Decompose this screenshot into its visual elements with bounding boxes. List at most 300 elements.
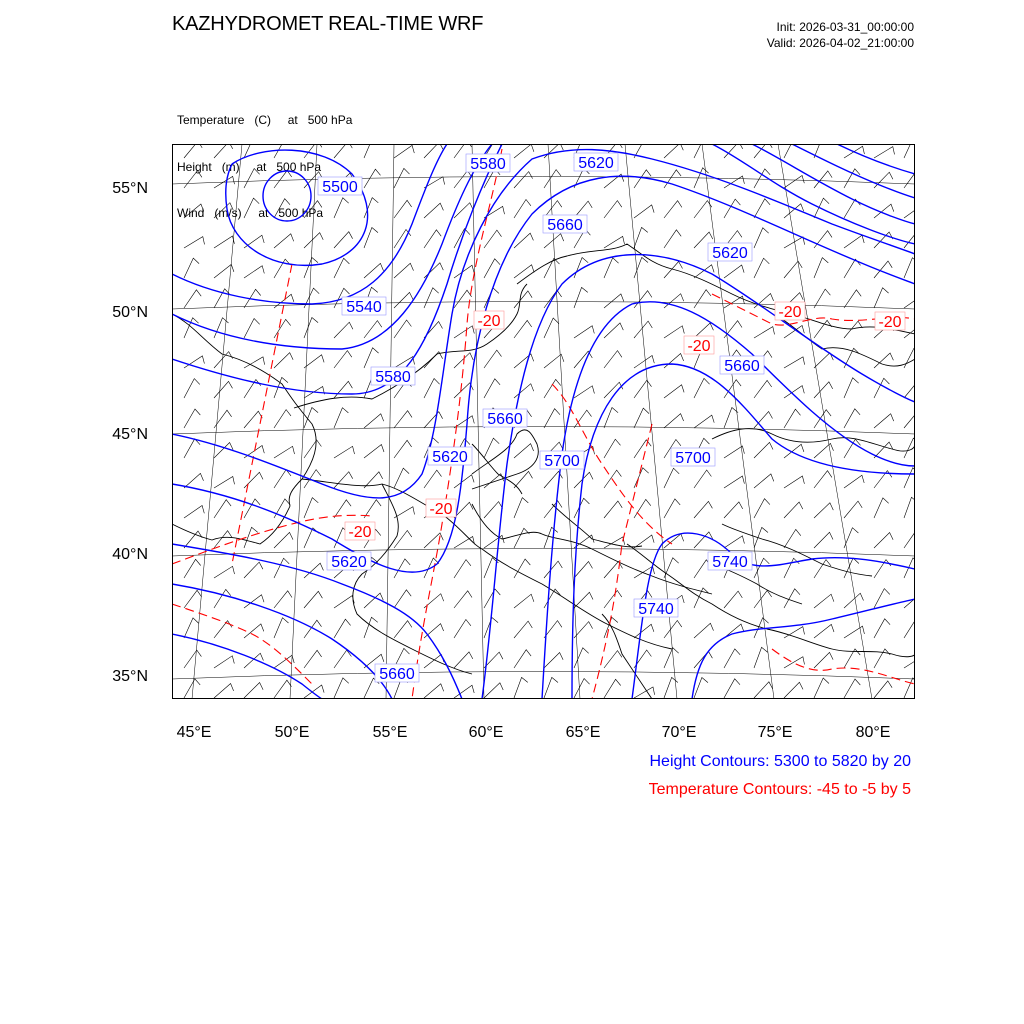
- wind-barb: [784, 476, 804, 488]
- wind-barb: [544, 653, 563, 669]
- wind-barb: [874, 619, 890, 638]
- wind-barb: [664, 354, 684, 369]
- wind-barb: [214, 656, 234, 668]
- wind-barb: [514, 559, 530, 578]
- wind-barb: [244, 319, 260, 339]
- wind-barb: [634, 687, 655, 698]
- lat-label-40: 40°N: [112, 546, 148, 563]
- wind-barb: [544, 170, 561, 188]
- wind-barb: [844, 378, 859, 398]
- height-label-5580-west: 5580: [375, 369, 411, 386]
- wind-barb: [604, 408, 618, 429]
- weather-map: [172, 144, 915, 699]
- wind-barb: [634, 535, 654, 548]
- wind-barb: [424, 684, 444, 698]
- wind-barb: [394, 468, 409, 488]
- wind-barb: [874, 172, 893, 188]
- wind-barb: [214, 203, 233, 218]
- wind-barb: [574, 498, 589, 518]
- wind-barb: [634, 624, 654, 638]
- wind-barb: [814, 678, 829, 698]
- wind-barb: [244, 169, 260, 189]
- wind-barb: [724, 408, 738, 429]
- wind-barb: [724, 679, 740, 698]
- wind-barb: [394, 263, 414, 278]
- height-label-5700-east: 5700: [675, 450, 711, 467]
- wind-barb: [274, 353, 293, 368]
- height-label-5620-central: 5620: [432, 449, 468, 466]
- wind-barb: [184, 506, 204, 519]
- wind-barb: [874, 147, 895, 158]
- height-label-5700-central: 5700: [544, 453, 580, 470]
- wind-barb: [904, 530, 915, 548]
- wind-barb: [214, 236, 234, 248]
- wind-barb: [394, 590, 411, 608]
- temperature-labels: [345, 302, 905, 541]
- wind-barb: [664, 170, 681, 188]
- wind-barb: [544, 589, 560, 608]
- height-label-5660-central: 5660: [487, 411, 523, 428]
- wind-barb: [334, 322, 353, 338]
- wind-barb: [214, 477, 235, 489]
- wind-barb: [274, 499, 290, 518]
- wind-barb: [694, 378, 710, 398]
- wind-barb: [184, 290, 201, 308]
- wind-barb: [184, 237, 205, 248]
- wind-barb: [514, 144, 534, 158]
- wind-barb: [364, 414, 384, 428]
- wind-barb: [634, 408, 649, 428]
- wind-barb: [904, 231, 915, 248]
- wind-barb: [544, 318, 559, 338]
- wind-barb: [364, 348, 379, 368]
- wind-barb: [844, 235, 864, 248]
- wind-barb: [844, 321, 862, 338]
- wind-barb: [274, 234, 294, 248]
- wind-barb: [244, 562, 263, 578]
- wind-barb: [544, 561, 562, 578]
- wind-barb: [274, 558, 289, 578]
- wind-barb: [424, 624, 444, 638]
- wind-barb: [214, 566, 235, 578]
- wind-barb: [424, 203, 443, 218]
- wind-barb: [484, 379, 500, 398]
- wind-barb: [304, 233, 323, 248]
- temp-label-northeast: -20: [778, 304, 802, 321]
- wind-barb: [214, 500, 231, 518]
- wind-barb: [604, 617, 618, 638]
- wind-barb: [814, 652, 833, 668]
- wind-barb: [694, 415, 714, 428]
- wind-barb: [514, 528, 530, 548]
- temperature-legend: Temperature Contours: -45 to -5 by 5: [648, 781, 911, 798]
- wind-barb: [574, 648, 589, 668]
- wind-barb: [604, 294, 624, 308]
- wind-barb: [604, 651, 622, 668]
- wind-barb: [454, 326, 474, 338]
- wind-barb: [694, 201, 712, 218]
- temp-label-southwest: -20: [348, 524, 372, 541]
- wind-barb: [184, 559, 201, 578]
- wind-barb: [334, 258, 349, 278]
- wind-barb: [754, 294, 774, 309]
- wind-barb: [484, 438, 499, 458]
- wind-barb: [754, 228, 769, 248]
- wind-barb: [754, 412, 773, 429]
- wind-barb: [844, 475, 864, 488]
- wind-barb: [394, 531, 412, 549]
- lon-label-50: 50°E: [274, 724, 310, 741]
- temp-label-central: -20: [429, 501, 453, 518]
- wind-barb: [904, 296, 915, 309]
- wind-barb: [904, 205, 915, 218]
- map-title: KAZHYDROMET REAL-TIME WRF: [172, 13, 484, 35]
- wind-barb: [244, 653, 263, 668]
- wind-barb: [574, 287, 588, 308]
- wind-barb: [244, 472, 263, 488]
- wind-barb: [514, 320, 532, 338]
- wind-barb: [694, 470, 711, 488]
- wind-barb: [754, 527, 768, 548]
- wind-barb: [874, 414, 894, 428]
- wind-barb: [694, 623, 714, 638]
- wind-barb: [454, 652, 473, 668]
- wind-barb: [244, 144, 259, 158]
- height-label-5500: 5500: [322, 179, 358, 196]
- wind-barb: [754, 647, 768, 668]
- wind-barb: [454, 475, 474, 488]
- wind-barb: [724, 265, 744, 278]
- wind-barb: [394, 200, 412, 218]
- wind-barb: [214, 531, 232, 548]
- wind-barb: [874, 288, 889, 308]
- wind-barb: [394, 559, 410, 578]
- wind-barb: [214, 144, 233, 158]
- wind-barb: [664, 144, 683, 158]
- wind-barb: [844, 169, 860, 188]
- wind-barb: [334, 472, 353, 488]
- wind-barb: [184, 409, 200, 428]
- wind-barb: [574, 562, 593, 579]
- wind-barb: [304, 498, 318, 518]
- wind-barb: [604, 258, 619, 278]
- wind-barb: [514, 621, 532, 638]
- lat-label-45: 45°N: [112, 426, 148, 443]
- valid-time: Valid: 2026-04-02_21:00:00: [766, 36, 914, 50]
- wind-barb: [904, 324, 915, 338]
- wind-barb: [604, 679, 621, 698]
- wind-barb: [274, 319, 291, 338]
- wind-barb: [604, 201, 622, 218]
- wind-barb: [634, 440, 651, 458]
- wind-barb: [874, 681, 892, 698]
- lat-label-35: 35°N: [112, 668, 148, 685]
- wind-barb: [244, 499, 260, 518]
- wind-barb: [334, 619, 351, 638]
- wind-barb: [214, 381, 233, 398]
- wind-barb: [304, 144, 322, 158]
- wind-barb: [844, 348, 859, 368]
- wind-barb: [634, 205, 654, 218]
- wind-barb: [244, 266, 264, 278]
- wind-barb: [244, 198, 259, 218]
- wind-barb: [574, 386, 594, 398]
- wind-barb: [514, 594, 534, 608]
- wind-barb: [724, 476, 744, 488]
- wind-barb: [664, 558, 679, 578]
- wind-barb: [484, 230, 502, 248]
- wind-barb: [844, 593, 864, 608]
- wind-barb: [514, 354, 534, 368]
- wind-barb: [274, 470, 291, 488]
- wind-barb: [724, 199, 740, 218]
- wind-barb: [184, 473, 204, 488]
- wind-barb: [364, 228, 378, 249]
- wind-barb: [904, 497, 915, 518]
- wind-barb: [514, 265, 534, 278]
- wind-barb: [754, 590, 772, 608]
- wind-barb: [754, 199, 770, 218]
- wind-barb: [304, 440, 321, 458]
- init-time: Init: 2026-03-31_00:00:00: [776, 20, 914, 34]
- height-label-5620-southwest: 5620: [331, 554, 367, 571]
- wind-barb: [814, 258, 828, 278]
- wind-barb: [574, 258, 588, 279]
- wind-barb: [664, 385, 684, 398]
- wind-barb: [244, 411, 262, 428]
- wind-barb: [754, 327, 775, 338]
- wind-barb: [274, 199, 290, 218]
- wind-barb: [904, 468, 915, 488]
- lat-label-55: 55°N: [112, 180, 148, 197]
- height-label-5580-north: 5580: [470, 156, 506, 173]
- wind-barb: [664, 499, 680, 518]
- wind-barb: [334, 144, 352, 158]
- wind-barb: [904, 144, 915, 158]
- run-times: [767, 19, 914, 51]
- wind-barb: [514, 444, 534, 458]
- wind-barb: [364, 445, 384, 459]
- wind-barb: [334, 596, 354, 608]
- wind-barb: [184, 379, 200, 398]
- wind-barb: [304, 591, 322, 608]
- wind-barb: [274, 680, 292, 698]
- wind-barb: [184, 144, 202, 158]
- wind-barb: [454, 560, 471, 578]
- wind-barb: [424, 470, 442, 488]
- wind-barb: [724, 502, 743, 518]
- wind-barb: [214, 684, 234, 699]
- wind-barb: [394, 621, 412, 638]
- wind-barb: [754, 258, 769, 278]
- wind-barb: [394, 145, 414, 158]
- wind-barb: [514, 200, 531, 219]
- wind-barb: [244, 624, 264, 638]
- wind-barb: [664, 326, 684, 338]
- wind-barb: [904, 411, 915, 428]
- wind-barb: [394, 357, 415, 368]
- height-label-5620-north: 5620: [578, 155, 614, 172]
- height-label-5660-east: 5660: [724, 358, 760, 375]
- wind-barb: [664, 230, 681, 248]
- wind-barb: [394, 411, 412, 428]
- wind-barb: [484, 683, 503, 698]
- wind-barb: [844, 558, 859, 578]
- wind-barb: [424, 352, 443, 368]
- wind-barb: [814, 532, 833, 548]
- wind-barb: [604, 439, 621, 458]
- wind-barb: [304, 650, 322, 668]
- wind-barb: [634, 499, 651, 518]
- wind-barb: [484, 502, 503, 518]
- wind-barb: [664, 648, 679, 668]
- wind-barb: [694, 290, 711, 308]
- height-labels: [318, 153, 764, 683]
- wind-barb: [784, 529, 801, 548]
- wind-barb: [634, 380, 652, 398]
- wind-barb: [904, 619, 915, 638]
- wind-barb: [664, 621, 682, 639]
- wind-barb: [334, 650, 351, 668]
- wind-barb: [814, 353, 833, 368]
- wind-barb: [814, 503, 833, 518]
- wind-barb: [544, 501, 562, 518]
- wind-barb: [394, 168, 410, 188]
- wind-barb: [844, 290, 861, 308]
- wind-barb: [544, 409, 560, 428]
- wind-barb: [604, 351, 622, 368]
- wind-barb: [664, 414, 684, 428]
- height-label-5660-south: 5660: [379, 666, 415, 683]
- height-label-5740-south: 5740: [638, 601, 674, 618]
- wind-barb: [274, 618, 289, 638]
- wind-barb: [724, 591, 742, 608]
- wind-barb: [274, 532, 293, 548]
- wind-barb: [334, 408, 348, 428]
- wind-barb: [304, 318, 318, 339]
- field-temperature: Temperature (C) at 500 hPa: [177, 113, 353, 127]
- wind-barb: [754, 442, 773, 458]
- wind-barb: [514, 677, 528, 698]
- lon-label-55: 55°E: [372, 724, 408, 741]
- wind-barb: [304, 355, 324, 368]
- wind-barb: [694, 501, 712, 518]
- lon-label-60: 60°E: [468, 724, 504, 741]
- wind-barb: [364, 169, 381, 188]
- wind-barb: [664, 468, 679, 488]
- wind-barb: [184, 650, 201, 668]
- wind-barb: [394, 320, 411, 338]
- wind-barb: [184, 618, 199, 638]
- wind-barb: [334, 232, 353, 248]
- temp-label-east: -20: [687, 338, 711, 355]
- lat-label-50: 50°N: [112, 304, 148, 321]
- wind-barb: [274, 446, 295, 458]
- wind-barb: [904, 656, 915, 668]
- wind-barb: [364, 144, 379, 158]
- wind-barb: [874, 498, 889, 518]
- wind-barb: [514, 384, 534, 398]
- wind-barb: [754, 499, 770, 518]
- wind-barb: [184, 204, 204, 218]
- wind-barb: [814, 624, 834, 638]
- wind-barb: [484, 350, 502, 368]
- wind-barb: [664, 201, 682, 218]
- height-label-5740-east: 5740: [712, 554, 748, 571]
- height-label-5620-northeast: 5620: [712, 245, 748, 262]
- wind-barb: [244, 446, 264, 459]
- wind-barb: [814, 594, 834, 608]
- wind-barb: [334, 446, 355, 458]
- wind-barb: [874, 533, 893, 549]
- field-height: Height (m) at 500 hPa: [177, 159, 322, 174]
- wind-barb: [904, 678, 915, 698]
- wind-barb: [454, 620, 471, 639]
- wind-barb: [184, 171, 202, 188]
- wind-barb: [724, 536, 744, 548]
- wind-barb: [244, 235, 264, 248]
- wind-barb: [634, 227, 648, 248]
- wind-barb: [814, 471, 832, 488]
- wind-barb: [304, 408, 318, 429]
- wind-barb: [784, 409, 801, 428]
- wind-barb: [724, 649, 740, 668]
- lon-label-75: 75°E: [757, 724, 793, 741]
- wind-barb: [184, 439, 200, 458]
- wind-barb: [424, 288, 439, 308]
- height-label-5660-north: 5660: [547, 217, 583, 234]
- wind-barb: [814, 289, 830, 308]
- wind-barb: [784, 237, 805, 248]
- wind-barb: [244, 683, 263, 699]
- wind-barb: [424, 412, 443, 428]
- wind-barb: [514, 650, 531, 668]
- wind-barb: [694, 144, 709, 158]
- wind-barb: [334, 381, 352, 398]
- lon-label-80: 80°E: [855, 724, 891, 741]
- wind-barb: [574, 326, 594, 338]
- field-wind: Wind (m/s) at 500 hPa: [177, 206, 324, 220]
- wind-barb: [274, 655, 294, 668]
- wind-barb: [304, 288, 319, 308]
- wind-barb: [394, 440, 412, 458]
- wind-barb: [784, 682, 803, 698]
- wind-barb: [784, 502, 803, 518]
- wind-barb: [814, 231, 832, 248]
- wind-barb: [364, 617, 378, 638]
- wind-barb: [424, 379, 440, 399]
- height-legend: Height Contours: 5300 to 5820 by 20: [649, 753, 911, 770]
- wind-barb: [904, 258, 915, 278]
- wind-barb: [214, 621, 232, 638]
- wind-barb: [814, 560, 831, 578]
- wind-barb: [544, 677, 558, 698]
- lon-label-70: 70°E: [661, 724, 697, 741]
- wind-barb: [574, 622, 593, 638]
- wind-barb: [814, 320, 832, 338]
- wind-barb: [754, 380, 772, 398]
- wind-barb: [304, 620, 322, 638]
- wind-barb: [394, 292, 413, 308]
- wind-barb: [574, 679, 590, 699]
- wind-barb: [454, 591, 472, 608]
- temp-label-west-central: -20: [477, 313, 501, 330]
- wind-barb: [484, 535, 504, 548]
- wind-barb: [784, 176, 804, 189]
- wind-barb: [634, 356, 654, 369]
- wind-barb: [424, 533, 443, 548]
- wind-barb: [334, 198, 349, 218]
